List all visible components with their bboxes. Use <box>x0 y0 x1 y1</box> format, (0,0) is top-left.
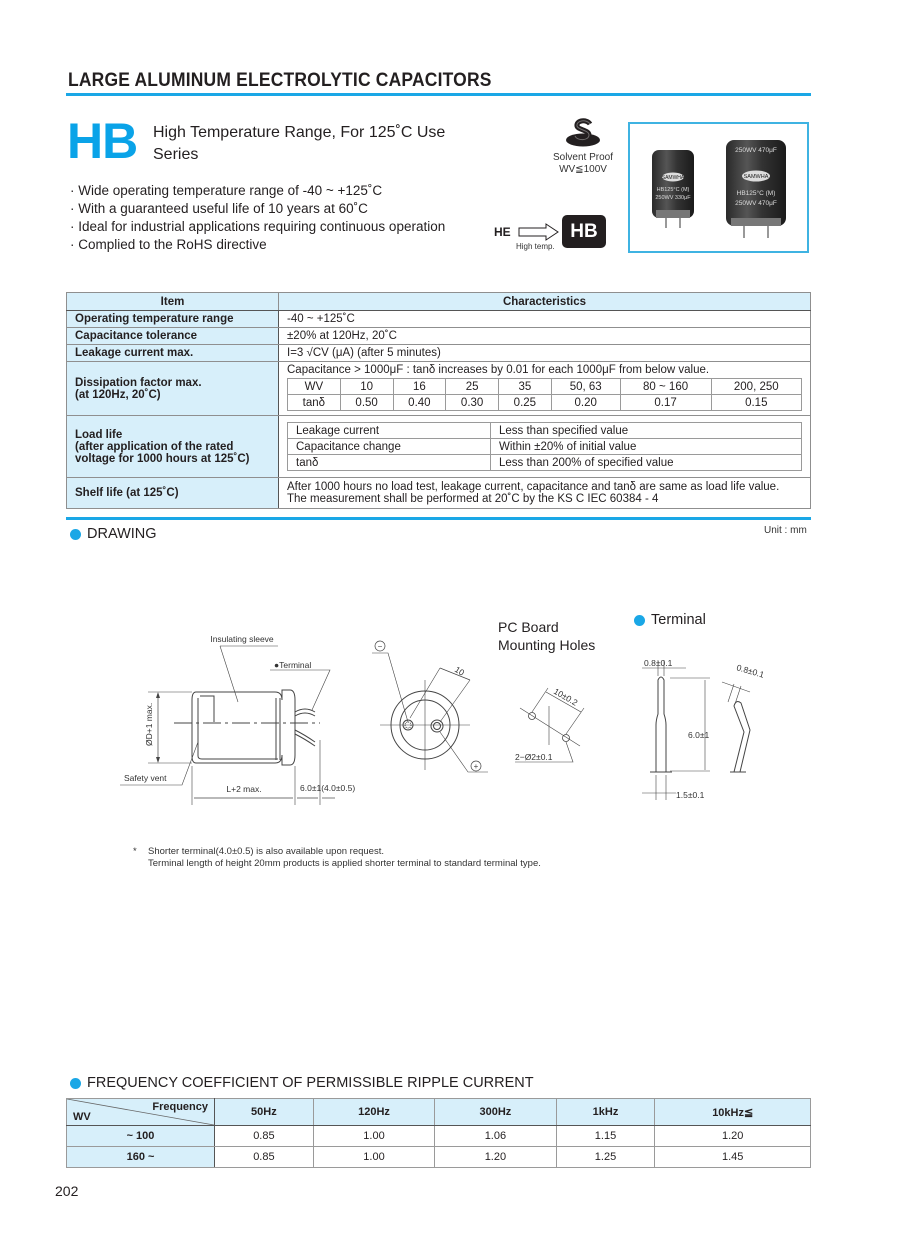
row-label: Leakage current max. <box>67 345 279 362</box>
spec-table <box>66 292 811 509</box>
tan-value: 0.50 <box>340 395 393 411</box>
row-label-line: voltage for 1000 hours at 125˚C) <box>75 452 250 465</box>
series-flow <box>494 215 564 251</box>
freq-header: 50Hz <box>215 1099 314 1126</box>
load-life-param: tanδ <box>288 455 491 471</box>
terminal-title: Terminal <box>651 612 706 628</box>
shelf-life-line: The measurement shall be performed at 20˚C by the KS C IEC 60384 - 4 <box>287 493 659 505</box>
page-number: 202 <box>55 1183 79 1199</box>
table-row <box>67 362 811 416</box>
dissipation-note: Capacitance > 1000μF : tanδ increases by 0.01 for each 1000μF from below value. <box>287 364 710 376</box>
coefficient-cell: 1.45 <box>655 1147 811 1168</box>
wv-label: WV <box>288 379 341 395</box>
row-label <box>67 362 279 416</box>
pcb-title <box>498 618 595 654</box>
coefficient-cell: 1.15 <box>556 1126 655 1147</box>
tan-value: 0.15 <box>711 395 801 411</box>
coefficient-cell: 1.25 <box>556 1147 655 1168</box>
capacitor-large <box>726 140 786 238</box>
freq-header: 10kHz≦ <box>655 1099 811 1126</box>
row-label <box>67 416 279 478</box>
pcb-pitch-label: 10±0.2 <box>552 686 580 708</box>
section-divider <box>66 517 811 520</box>
drawing-note <box>133 846 541 870</box>
feature-item: · Wide operating temperature range of -40 ~ +125˚C <box>70 182 445 200</box>
wv-row <box>288 379 802 395</box>
terminal-drawing <box>630 650 810 805</box>
wv-value: 25 <box>446 379 499 395</box>
terminal-bent-width-label: 0.8±0.1 <box>735 662 766 680</box>
side-view-drawing <box>110 620 380 810</box>
row-label: Operating temperature range <box>67 311 279 328</box>
coefficient-cell: 0.85 <box>215 1126 314 1147</box>
wv-value: 10 <box>340 379 393 395</box>
row-label-line: (after application of the rated <box>75 440 234 453</box>
row-label-line: Load life <box>75 428 123 441</box>
insulating-sleeve-label: Insulating sleeve <box>210 634 274 644</box>
capacitor-marking: HB125°C (M) <box>736 190 776 197</box>
ripple-section-heading <box>70 1075 534 1091</box>
shelf-life-line: After 1000 hours no load test, leakage current, capacitance and tanδ are same as load life value. <box>287 481 780 493</box>
tan-value: 0.20 <box>551 395 620 411</box>
terminal-top-width-label: 0.8±0.1 <box>644 658 673 668</box>
coefficient-cell: 1.06 <box>435 1126 556 1147</box>
note-line: Terminal length of height 20mm products is applied shorter terminal to standard terminal type. <box>148 858 541 869</box>
row-value: I=3 √CV (μA) (after 5 minutes) <box>279 345 811 362</box>
minus-symbol: − <box>377 642 383 651</box>
table-row <box>67 328 811 345</box>
series-code: HB <box>67 113 138 169</box>
corner-frequency-label: Frequency <box>152 1101 208 1113</box>
row-value: -40 ~ +125˚C <box>279 311 811 328</box>
terminal-callout-label: ●Terminal <box>274 660 312 670</box>
series-desc-line1: High Temperature Range, For 125˚C Use <box>153 124 446 141</box>
tan-value: 0.17 <box>620 395 711 411</box>
tan-value: 0.25 <box>499 395 552 411</box>
row-label: Capacitance tolerance <box>67 328 279 345</box>
ripple-header-row <box>67 1099 811 1126</box>
capacitor-marking: 250WV 470μF <box>735 147 777 154</box>
header-item: Item <box>67 293 279 311</box>
load-life-row <box>288 423 802 439</box>
feature-item: · With a guaranteed useful life of 10 years at 60˚C <box>70 200 445 218</box>
solvent-proof-s-icon <box>563 118 603 148</box>
drawing-section-heading <box>70 526 157 542</box>
wv-row-label: ~ 100 <box>67 1126 215 1147</box>
row-label: Shelf life (at 125˚C) <box>67 478 279 509</box>
tan-value: 0.30 <box>446 395 499 411</box>
plus-symbol: + <box>473 762 479 771</box>
solvent-proof-condition: WV≦100V <box>559 164 607 175</box>
terminal-height-label: 6.0±1 <box>688 730 710 740</box>
terminal-base-width-label: 1.5±0.1 <box>676 790 705 800</box>
flow-label: High temp. <box>516 242 555 251</box>
terminal-section-heading <box>634 612 706 628</box>
coefficient-cell: 1.00 <box>313 1147 434 1168</box>
series-description <box>153 122 445 166</box>
capacitor-brand: SAMWHA <box>661 175 685 181</box>
lead-length-label: 6.0±1(4.0±0.5) <box>300 783 356 793</box>
capacitor-small <box>652 150 694 228</box>
note-line: Shorter terminal(4.0±0.5) is also available upon request. <box>148 846 384 857</box>
table-row <box>67 1147 811 1168</box>
load-life-param: Capacitance change <box>288 439 491 455</box>
table-row <box>67 311 811 328</box>
feature-list <box>70 182 445 254</box>
tan-value: 0.40 <box>393 395 446 411</box>
drawing-title: DRAWING <box>87 526 157 542</box>
dissipation-table <box>287 378 802 411</box>
row-value: ±20% at 120Hz, 20˚C <box>279 328 811 345</box>
load-life-limit: Less than 200% of specified value <box>491 455 802 471</box>
spec-header-row <box>67 293 811 311</box>
load-life-param: Leakage current <box>288 423 491 439</box>
arrow-right-icon <box>518 223 560 241</box>
freq-header: 300Hz <box>435 1099 556 1126</box>
bullet-dot-icon <box>70 1078 81 1089</box>
row-value <box>279 478 811 509</box>
corner-cell <box>67 1099 215 1126</box>
load-life-limit: Less than specified value <box>491 423 802 439</box>
load-life-table <box>287 422 802 471</box>
coefficient-cell: 1.20 <box>435 1147 556 1168</box>
feature-item: · Ideal for industrial applications requiring continuous operation <box>70 218 445 236</box>
series-desc-line2: Series <box>153 146 199 163</box>
wv-value: 200, 250 <box>711 379 801 395</box>
solvent-proof-label: Solvent Proof <box>552 152 614 163</box>
pcb-title-line1: PC Board <box>498 619 559 635</box>
capacitor-brand: SAMWHA <box>743 174 769 180</box>
coefficient-cell: 0.85 <box>215 1147 314 1168</box>
safety-vent-label: Safety vent <box>124 773 167 783</box>
freq-header: 1kHz <box>556 1099 655 1126</box>
solvent-proof-badge <box>548 118 618 176</box>
from-series-label: HE <box>494 225 511 239</box>
pcb-holes-label: 2−Ø2±0.1 <box>515 752 553 762</box>
product-photo <box>628 122 809 253</box>
capacitor-photo-illustration <box>630 124 807 251</box>
bottom-pitch-label: 10 <box>452 664 467 678</box>
ripple-title: FREQUENCY COEFFICIENT OF PERMISSIBLE RIPPLE CURRENT <box>87 1075 534 1091</box>
capacitor-marking: HB125°C (M) <box>656 187 690 193</box>
feature-item: · Complied to the RoHS directive <box>70 236 445 254</box>
coefficient-cell: 1.20 <box>655 1126 811 1147</box>
note-marker: * <box>133 846 137 857</box>
row-value <box>279 362 811 416</box>
bottom-view-drawing <box>370 630 510 780</box>
tan-label: tanδ <box>288 395 341 411</box>
ripple-table <box>66 1098 811 1168</box>
table-row <box>67 416 811 478</box>
page-title: LARGE ALUMINUM ELECTROLYTIC CAPACITORS <box>68 70 492 91</box>
pcb-holes-drawing <box>505 680 605 770</box>
row-label-line: Dissipation factor max. <box>75 376 202 389</box>
header-characteristics: Characteristics <box>279 293 811 311</box>
unit-label: Unit : mm <box>764 525 807 536</box>
load-life-limit: Within ±20% of initial value <box>491 439 802 455</box>
length-label: L+2 max. <box>226 784 262 794</box>
hb-series-badge: HB <box>562 215 606 248</box>
row-label-line: (at 120Hz, 20˚C) <box>75 388 161 401</box>
capacitor-marking: 250WV 470μF <box>735 200 777 207</box>
wv-value: 16 <box>393 379 446 395</box>
wv-row-label: 160 ~ <box>67 1147 215 1168</box>
wv-value: 50, 63 <box>551 379 620 395</box>
corner-wv-label: WV <box>73 1111 91 1123</box>
capacitor-marking: 250WV 330μF <box>655 195 691 201</box>
table-row <box>67 345 811 362</box>
wv-value: 35 <box>499 379 552 395</box>
pcb-title-line2: Mounting Holes <box>498 637 596 653</box>
row-value <box>279 416 811 478</box>
bullet-dot-icon <box>634 615 645 626</box>
tan-row <box>288 395 802 411</box>
table-row <box>67 1126 811 1147</box>
bullet-dot-icon <box>70 529 81 540</box>
load-life-row <box>288 455 802 471</box>
diameter-label: ØD+1 max. <box>144 702 154 746</box>
table-row <box>67 478 811 509</box>
coefficient-cell: 1.00 <box>313 1126 434 1147</box>
freq-header: 120Hz <box>313 1099 434 1126</box>
title-divider <box>66 93 811 96</box>
load-life-row <box>288 439 802 455</box>
wv-value: 80 ~ 160 <box>620 379 711 395</box>
